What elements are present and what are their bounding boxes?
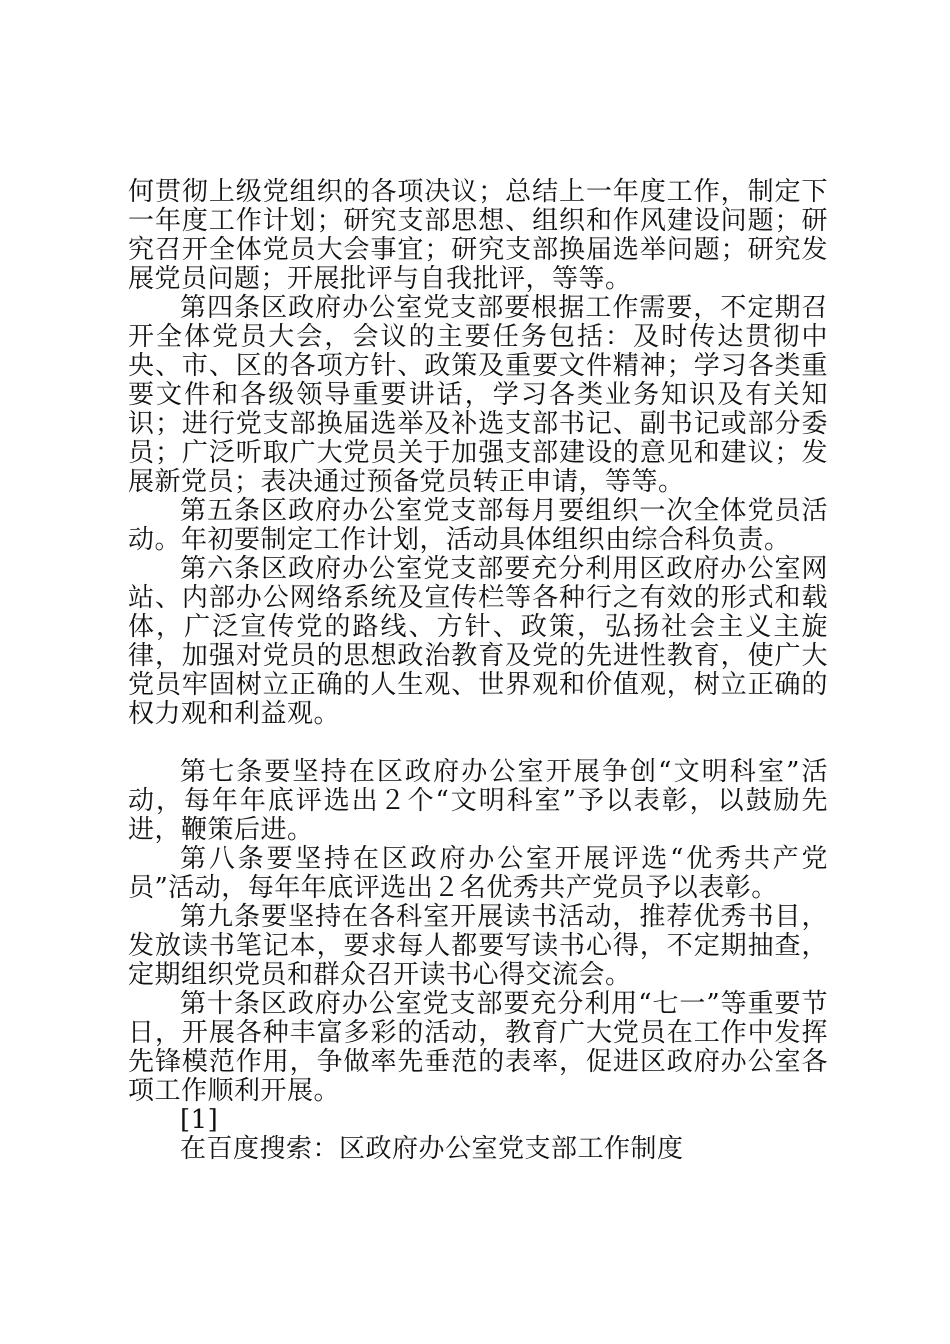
paragraph-article-6: 第六条区政府办公室党支部要充分利用区政府办公室网站、内部办公网络系统及宣传栏等各种行之有效的形式和载体，广泛宣传党的路线、方针、政策，弘扬社会主义主旋律，加强对党员的思想政治教育及党的先进性教育，使广大党员牢固树立正确的人生观、世界观和价值观，树立正确的权力观和利益观。 [128, 554, 828, 729]
paragraph-spacer [128, 729, 828, 758]
document-body [128, 178, 828, 1164]
paragraph-article-5: 第五条区政府办公室党支部每月要组织一次全体党员活动。年初要制定工作计划，活动具体组织由综合科负责。 [128, 496, 828, 555]
paragraph-article-10: 第十条区政府办公室党支部要充分利用“七一”等重要节日，开展各种丰富多彩的活动，教育广大党员在工作中发挥先锋模范作用，争做率先垂范的表率，促进区政府办公室各项工作顺利开展。 [128, 989, 828, 1106]
paragraph-continuation: 何贯彻上级党组织的各项决议；总结上一年度工作，制定下一年度工作计划；研究支部思想、组织和作风建设问题；研究召开全体党员大会事宜；研究支部换届选举问题；研究发展党员问题；开展批评与自我批评，等等。 [128, 177, 828, 294]
search-line: 在百度搜索：区政府办公室党支部工作制度 [180, 1134, 684, 1164]
paragraph-article-7: 第七条要坚持在区政府办公室开展争创“文明科室”活动，每年年底评选出２个“文明科室”予以表彰，以鼓励先进，鞭策后进。 [128, 757, 828, 845]
paragraph-article-9: 第九条要坚持在各科室开展读书活动，推荐优秀书目，发放读书笔记本，要求每人都要写读书心得，不定期抽查，定期组织党员和群众召开读书心得交流会。 [128, 902, 828, 990]
paragraph-article-8: 第八条要坚持在区政府办公室开展评选“优秀共产党员”活动，每年年底评选出２名优秀共产党员予以表彰。 [128, 844, 828, 903]
paragraph-article-4: 第四条区政府办公室党支部要根据工作需要，不定期召开全体党员大会，会议的主要任务包括：及时传达贯彻中央、市、区的各项方针、政策及重要文件精神；学习各类重要文件和各级领导重要讲话，学习各类业务知识及有关知识；进行党支部换届选举及补选支部书记、副书记或部分委员；广泛听取广大党员关于加强支部建设的意见和建议；发展新党员；表决通过预备党员转正申请，等等。 [128, 293, 828, 497]
footnote-marker: [1] [180, 1105, 219, 1135]
